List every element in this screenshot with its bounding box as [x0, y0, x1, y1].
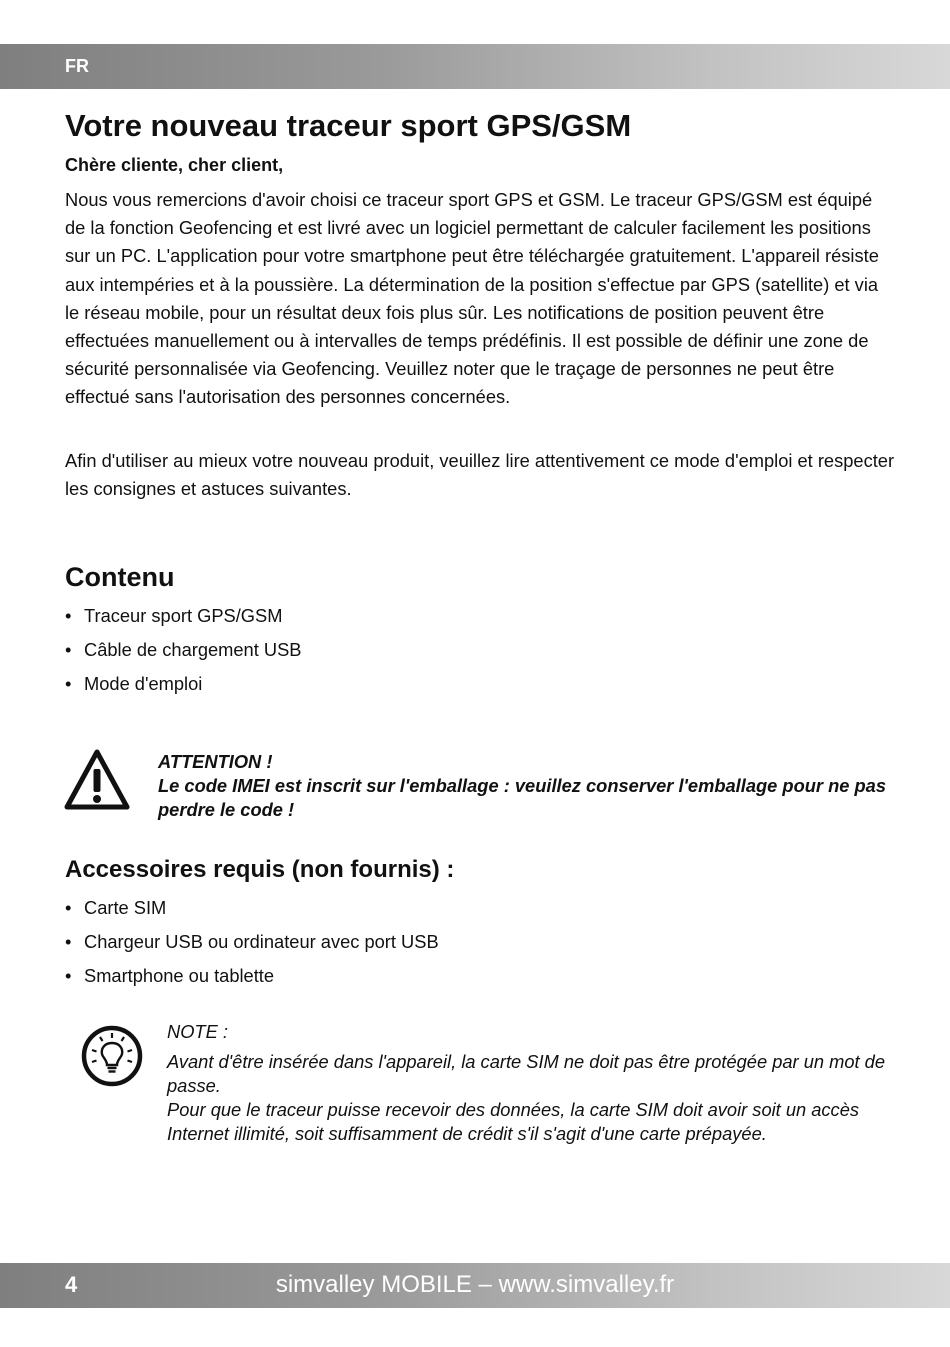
list-item-text: Chargeur USB ou ordinateur avec port USB	[84, 931, 439, 952]
bullet-icon: •	[65, 965, 72, 986]
note-notice	[167, 1020, 897, 1146]
list-item	[65, 962, 439, 996]
accessoires-list	[65, 894, 439, 996]
bullet-icon: •	[65, 897, 72, 918]
bullet-icon: •	[65, 605, 72, 626]
footer-text: simvalley MOBILE – www.simvalley.fr	[275, 1271, 675, 1298]
bullet-icon: •	[65, 639, 72, 660]
intro-paragraph-closing: Afin d'utiliser au mieux votre nouveau produit, veuillez lire attentivement ce mode d'emploi et respecter les consignes et astuces suivantes.	[65, 450, 895, 500]
note-text: Avant d'être insérée dans l'appareil, la carte SIM ne doit pas être protégée par un mot de passe.	[167, 1051, 886, 1096]
header-bar	[0, 44, 950, 89]
list-item-text: Câble de chargement USB	[84, 639, 302, 660]
contenu-heading: Contenu	[65, 562, 175, 592]
note-label: NOTE :	[167, 1021, 228, 1042]
list-item	[65, 602, 301, 636]
lightbulb-icon	[80, 1024, 144, 1088]
list-item-text: Mode d'emploi	[84, 673, 203, 694]
footer-bar	[0, 1263, 950, 1308]
warning-triangle-icon	[64, 749, 130, 811]
list-item-text: Smartphone ou tablette	[84, 965, 275, 986]
list-item	[65, 636, 301, 670]
list-item-text: Traceur sport GPS/GSM	[84, 605, 283, 626]
list-item	[65, 670, 301, 704]
salutation: Chère cliente, cher client,	[65, 155, 284, 175]
page-number: 4	[65, 1272, 78, 1297]
attention-text: Le code IMEI est inscrit sur l'emballage : veuillez conserver l'emballage pour ne pas perdre le code !	[158, 775, 887, 820]
language-label: FR	[65, 56, 89, 76]
attention-notice	[158, 750, 898, 822]
accessoires-heading: Accessoires requis (non fournis) :	[65, 856, 455, 883]
list-item	[65, 928, 439, 962]
intro-paragraph: Nous vous remercions d'avoir choisi ce traceur sport GPS et GSM. Le traceur GPS/GSM est équipé de la fonction Geofencing et est livré avec un logiciel permettant de calculer facilement les positions sur un PC. L'application pour votre smartphone peut être téléchargée gratuitement. L'appareil résiste aux intempéries et à la poussière. La détermination de la position s'effectue par GPS (satellite) et via le réseau mobile, pour un résultat deux fois plus sûr. Les notifications de position peuvent être effectuées manuellement ou à intervalles de temps prédéfinis. Il est possible de définir une zone de sécurité personnalisée via Geofencing. Veuillez noter que le traçage de personnes ne peut être effectué sans l'autorisation des personnes concernées.	[65, 189, 879, 408]
page-title: Votre nouveau traceur sport GPS/GSM	[65, 108, 632, 143]
list-item-text: Carte SIM	[84, 897, 167, 918]
bullet-icon: •	[65, 673, 72, 694]
bullet-icon: •	[65, 931, 72, 952]
attention-label: ATTENTION !	[158, 751, 273, 772]
contenu-list	[65, 602, 301, 704]
note-text: Pour que le traceur puisse recevoir des données, la carte SIM doit avoir soit un accès Internet illimité, soit suffisamment de crédit s'il s'agit d'une carte prépayée.	[167, 1099, 860, 1144]
list-item	[65, 894, 439, 928]
